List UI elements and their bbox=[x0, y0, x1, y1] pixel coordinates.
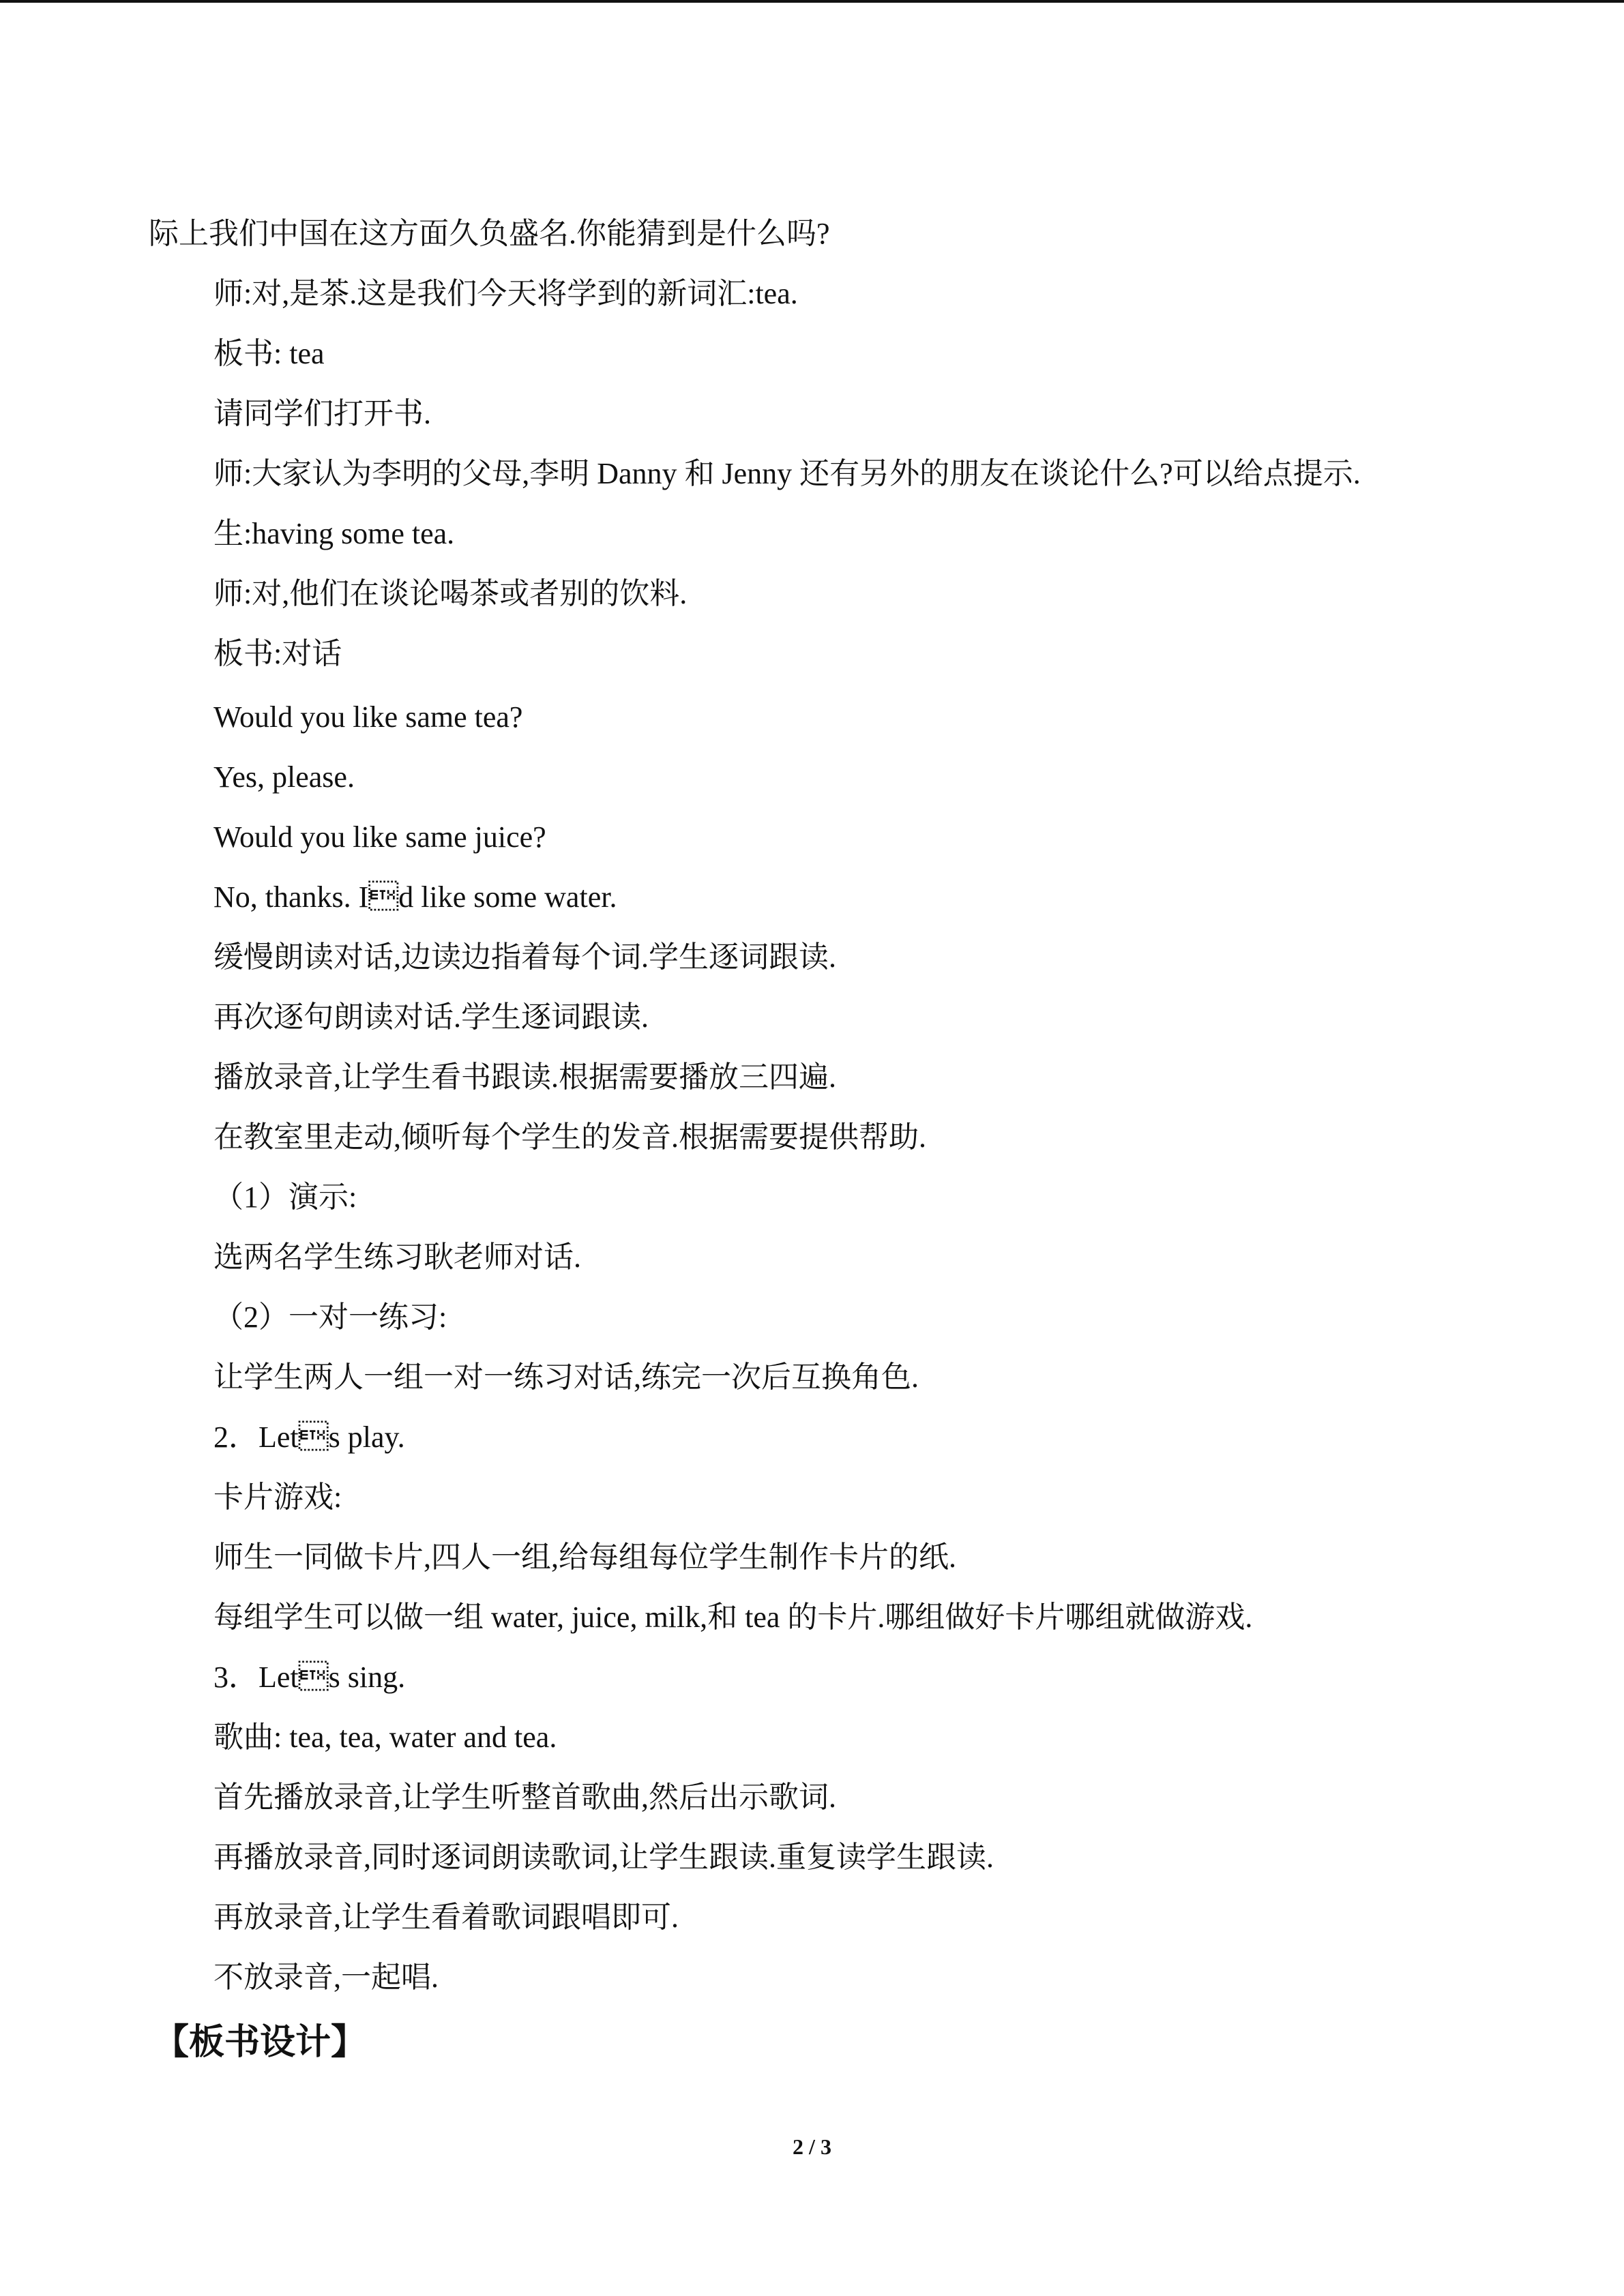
text-line: 缓慢朗读对话,边读边指着每个词.学生逐词跟读. bbox=[213, 940, 836, 974]
section-heading: 【板书设计】 bbox=[153, 2022, 367, 2063]
text-line: （1）演示: bbox=[213, 1180, 357, 1214]
text-line: 板书:对话 bbox=[213, 637, 342, 670]
text-line: 师:对,他们在谈论喝茶或者别的饮料. bbox=[213, 577, 688, 610]
text-line: Would you like same tea? bbox=[213, 700, 523, 734]
text-line: 再次逐句朗读对话.学生逐词跟读. bbox=[213, 1000, 649, 1034]
text-line: 师:大家认为李明的父母,李明 Danny 和 Jenny 还有另外的朋友在谈论什么?可以给点提示. bbox=[213, 457, 1361, 490]
text-line: 让学生两人一组一对一练习对话,练完一次后互换角色. bbox=[213, 1360, 919, 1394]
text-line: Would you like same juice? bbox=[213, 820, 546, 854]
text-line: No, thanks. Id like some water. bbox=[213, 880, 617, 914]
text-line: 每组学生可以做一组 water, juice, milk,和 tea 的卡片.哪组做好卡片哪组就做游戏. bbox=[213, 1600, 1253, 1634]
page-number: 2 / 3 bbox=[793, 2134, 831, 2159]
text-line: 板书: tea bbox=[213, 337, 325, 370]
text-line: 首先播放录音,让学生听整首歌曲,然后出示歌词. bbox=[213, 1780, 836, 1814]
text-line: 再播放录音,同时逐词朗读歌词,让学生跟读.重复读学生跟读. bbox=[213, 1840, 994, 1874]
text-line: 生:having some tea. bbox=[213, 517, 455, 550]
text-line: 3．Lets sing. bbox=[213, 1660, 406, 1694]
text-line: 际上我们中国在这方面久负盛名.你能猜到是什么吗? bbox=[149, 217, 830, 250]
text-line: （2）一对一练习: bbox=[213, 1300, 447, 1334]
text-line: 播放录音,让学生看书跟读.根据需要播放三四遍. bbox=[213, 1060, 836, 1094]
text-line: 再放录音,让学生看着歌词跟唱即可. bbox=[213, 1900, 679, 1934]
text-line: Yes, please. bbox=[213, 760, 355, 794]
text-line: 选两名学生练习耿老师对话. bbox=[213, 1240, 581, 1274]
text-line: 请同学们打开书. bbox=[213, 397, 431, 430]
text-line: 在教室里走动,倾听每个学生的发音.根据需要提供帮助. bbox=[213, 1120, 926, 1154]
text-line: 不放录音,一起唱. bbox=[213, 1960, 439, 1994]
text-line: 歌曲: tea, tea, water and tea. bbox=[213, 1720, 557, 1754]
text-line: 卡片游戏: bbox=[213, 1480, 342, 1514]
text-line: 师生一同做卡片,四人一组,给每组每位学生制作卡片的纸. bbox=[213, 1540, 956, 1574]
text-line: 2．Lets play. bbox=[213, 1420, 405, 1454]
text-line: 师:对,是茶.这是我们今天将学到的新词汇:tea. bbox=[213, 277, 798, 310]
